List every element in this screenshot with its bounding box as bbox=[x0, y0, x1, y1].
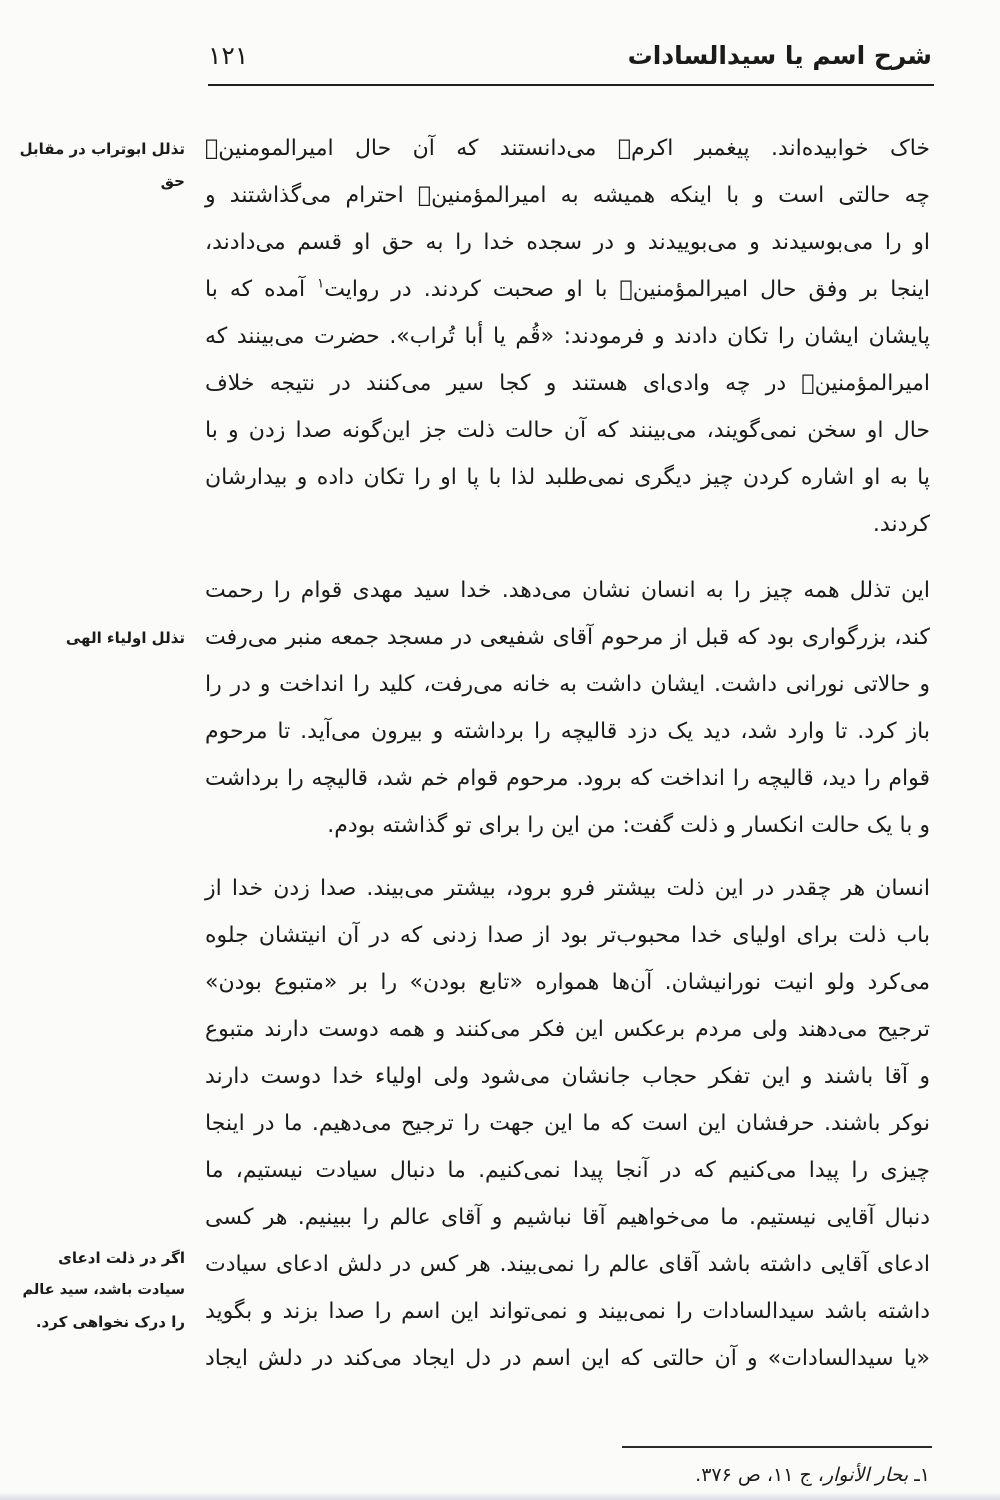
text-line: پایشان ایشان را تکان دادند و فرمودند: «قُم یا أبا تُراب». حضرت می‌بینند که bbox=[205, 324, 930, 349]
footnote-reference[interactable]: ۱ bbox=[317, 276, 325, 292]
text-line: «یا سیدالسادات» و آن حالتی که این اسم در دل ایجاد می‌کند در دلش ایجاد bbox=[205, 1346, 930, 1371]
text-line: و با یک حالت انکسار و ذلت گفت: من این را برای تو گذاشته بودم. bbox=[327, 813, 930, 838]
text-line: دنبال آقایی نیستیم. ما می‌خواهیم آقا نباشیم و آقای عالم را ببینیم. هر کسی bbox=[205, 1205, 930, 1230]
margin-note-line: تذلل ابوتراب در مقابل bbox=[19, 140, 185, 158]
footnote bbox=[430, 1457, 930, 1493]
text-line: باب ذلت برای اولیای خدا محبوب‌تر بود از صدا زدنی که در آن انیتشان جلوه bbox=[205, 923, 930, 948]
margin-note-line: تذلل اولیاء الهی bbox=[65, 629, 185, 647]
margin-note-3 bbox=[18, 1242, 185, 1338]
text-line: این تذلل همه چیز را به انسان نشان می‌دهد. خدا سید مهدی قوام را رحمت bbox=[205, 578, 930, 603]
text-line: نوکر باشند. حرفشان این است که ما این جهت را ترجیح می‌دهیم. ما در اینجا bbox=[205, 1111, 930, 1136]
paragraph-1 bbox=[205, 125, 930, 548]
text-line: ادعای آقایی داشته باشد آقای عالم را نمی‌بیند. هر کس در دلش ادعای سیادت bbox=[205, 1252, 930, 1277]
margin-note-line: اگر در ذلت ادعای bbox=[58, 1249, 185, 1267]
text-line: قوام را دید، قالیچه را انداخت که برود. مرحوم قوام خم شد، قالیچه را برداشت bbox=[205, 766, 930, 791]
margin-note-2 bbox=[18, 622, 185, 654]
paragraph-3 bbox=[205, 865, 930, 1382]
text-line: چیزی را پیدا می‌کنیم که در آنجا پیدا نمی‌کنیم. ما دنبال سیادت نیستیم، ما bbox=[205, 1158, 930, 1183]
paragraph-2 bbox=[205, 567, 930, 849]
header-divider bbox=[208, 84, 934, 86]
footnote-source-title: بحار الأنوار bbox=[823, 1464, 909, 1486]
text-line: پا به او اشاره کردن چیز دیگری نمی‌طلبد لذا با پا او را تکان داده و بیدارشان bbox=[205, 465, 930, 490]
margin-note-line: حق bbox=[160, 172, 185, 190]
text-segment: اینجا بر وفق حال امیرالمؤمنینؑ با او صحبت کردند. در روایت bbox=[324, 277, 930, 302]
running-header-title: شرح اسم یا سیدالسادات bbox=[627, 41, 932, 70]
text-line: باز کرد. تا وارد شد، دید یک دزد قالیچه را برداشته و بیرون می‌آید. تا مرحوم bbox=[205, 719, 930, 744]
text-line: داشته باشد سیدالسادات را نمی‌بیند و نمی‌تواند این اسم را صدا بزند و بگوید bbox=[205, 1299, 930, 1324]
page-number: ۱۲۱ bbox=[208, 41, 249, 70]
margin-note-line: را درک نخواهی کرد. bbox=[35, 1313, 185, 1331]
scan-edge bbox=[0, 1492, 1000, 1500]
margin-note-1 bbox=[18, 133, 185, 197]
footnote-divider bbox=[622, 1446, 932, 1448]
text-line: کردند. bbox=[872, 512, 930, 537]
text-line: چه حالتی است و با اینکه همیشه به امیرالمؤمنینؑ احترام می‌گذاشتند و bbox=[205, 183, 930, 208]
text-line: می‌کرد ولو انیت نورانیشان. آن‌ها همواره «تابع بودن» را بر «متبوع بودن» bbox=[205, 970, 930, 995]
text-line-with-footnote-ref bbox=[205, 266, 930, 313]
text-line: و آقا باشند و این تفکر حجاب جانشان می‌شود ولی اولیاء خدا دوست دارند bbox=[205, 1064, 930, 1089]
text-line: حال او سخن نمی‌گویند، می‌بینند که آن حالت ذلت جز این‌گونه صدا زدن و با bbox=[205, 418, 930, 443]
text-segment: آمده که با bbox=[205, 277, 318, 302]
text-line: انسان هر چقدر در این ذلت بیشتر فرو برود، بیشتر می‌بیند. صدا زدن خدا از bbox=[205, 876, 930, 901]
text-line: کند، بزرگواری بود که قبل از مرحوم آقای شفیعی در مسجد جمعه منبر می‌رفت bbox=[205, 625, 930, 650]
margin-note-line: سیادت باشد، سید عالم bbox=[22, 1282, 185, 1298]
footnote-marker: ۱ـ bbox=[908, 1464, 930, 1486]
footnote-details: ، ج ۱۱، ص ۳۷۶. bbox=[695, 1464, 824, 1486]
text-line: خاک خوابیده‌اند. پیغمبر اکرمؐ می‌دانستند که آن حال امیرالمومنینؑ bbox=[205, 136, 930, 161]
text-line: ترجیح می‌دهند ولی مردم برعکس این فکر می‌کنند و همه دوست دارند متبوع bbox=[205, 1017, 930, 1042]
text-line: او را می‌بوسیدند و می‌بوییدند و در سجده خدا را به حق او قسم می‌دادند، bbox=[205, 230, 930, 255]
text-line: و حالاتی نورانی داشت. ایشان داشت به خانه می‌رفت، کلید را انداخت و در را bbox=[205, 672, 930, 697]
text-line: امیرالمؤمنینؑ در چه وادی‌ای هستند و کجا سیر می‌کنند در نتیجه خلاف bbox=[205, 371, 930, 396]
